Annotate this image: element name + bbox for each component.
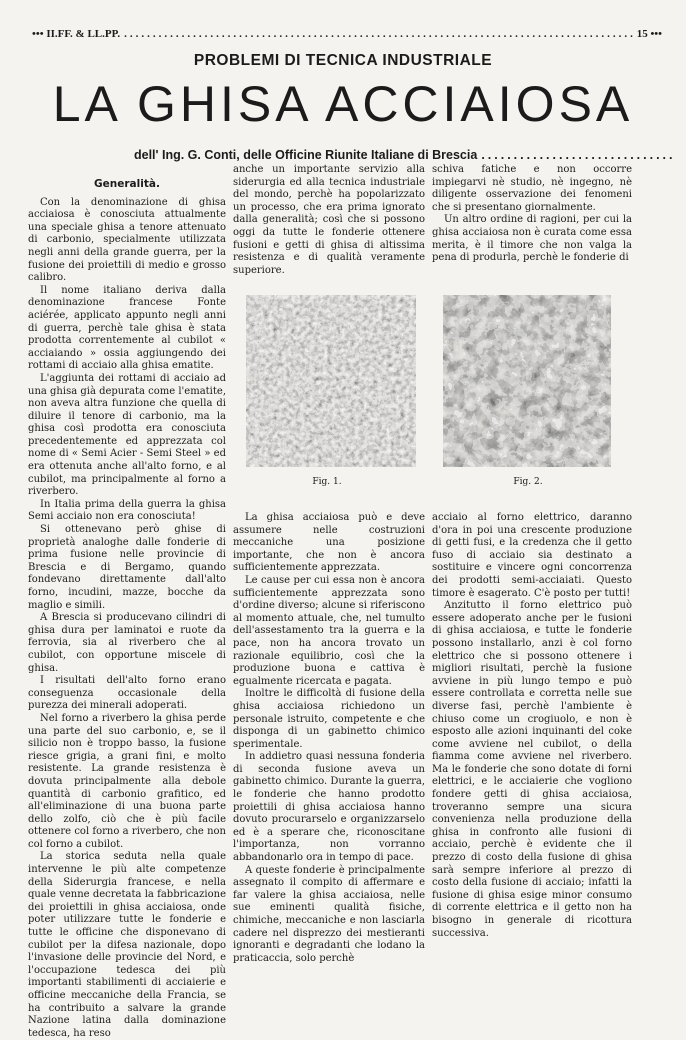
column-1 xyxy=(28,172,226,1040)
kicker: PROBLEMI DI TECNICA INDUSTRIALE xyxy=(193,52,493,69)
header-trailing-dots: ••• xyxy=(647,28,662,40)
figure-2 xyxy=(443,295,611,467)
running-header xyxy=(32,28,662,40)
paragraph: L'aggiunta dei rottami di acciaio ad una ghisa già depurata come l'ematite, non aveva altra funzione che quella di diluire il tenore di carbonio, ma la ghisa così prodotta era conosciuta precedentemente ed apprezzata col nome di « Semi Acier - Semi Steel » ed era ottenuta anche all'alto forno, e al cubilot, ma principalmente al forno a riverbero. xyxy=(28,372,226,498)
paragraph: anche un importante servizio alla siderurgia ed alla tecnica industriale del mondo, perchè ha popolarizzato un processo, che era prima ignorato dalla generalità; così che si possono oggi da tutte le fonderie ottenere fusioni e getti di ghisa di altissima resistenza e di qualità veramente superiore. xyxy=(233,164,425,276)
byline xyxy=(134,148,674,162)
paragraph: Nel forno a riverbero la ghisa perde una parte del suo carbonio, e, se il silicio non è troppo basso, la fusione riesce grigia, a grani fini, e molto resistente. La grande resistenza è dovuta principalmente alla debole quantità di carbonio grafitico, ed all'eliminazione di una buona parte dello zolfo, ciò che è più facile ottenere col forno a riverbero, che non col forno a cubilot. xyxy=(28,712,226,850)
paragraph: schiva fatiche e non occorre impiegarvi nè studio, nè ingegno, nè diligente osservazione dei fenomeni che si presentano giornalmente. xyxy=(432,164,632,213)
paragraph: La ghisa acciaiosa può e deve assumere nelle costruzioni meccaniche una posizione importante, che non è ancora sufficientemente apprezzata. xyxy=(233,512,425,574)
paragraph: Anzitutto il forno elettrico può essere adoperato anche per le fusioni di ghisa acciaiosa, e tutte le fonderie possono installarlo, anzi è col forno elettrico che si possono ottenere i migliori risultati, perchè la fusione avviene in più lungo tempo e può essere controllata e corretta nelle sue diverse fasi, perchè l'ambiente è chiuso come un crogiuolo, e non è esposto alle azioni inquinanti del coke come avviene nel cubilot, o della fiamma come avviene nel riverbero. Ma le fonderie che sono dotate di forni elettrici, e le acciaierie che vogliono fondere getti di ghisa acciaiosa, troveranno sempre una sicura convenienza nella produzione della ghisa in confronto alle fusioni di acciaio, perchè è evidente che il prezzo di costo della fusione di ghisa sarà sempre inferiore al prezzo di costo della fusione di acciaio; infatti la fusione di ghisa esige minor consumo di corrente elettrica e il getto non ha bisogno in generale di ricottura successiva. xyxy=(432,600,632,939)
figure-1-caption: Fig. 1. xyxy=(312,477,342,487)
journal-abbrev: II.FF. & LL.PP. xyxy=(46,28,121,40)
paragraph: Si ottenevano però ghise di proprietà analoghe dalle fonderie di prima fusione nelle provincie di Brescia e di Bergamo, quando fondevano direttamente dall'alto forno, incudini, mazze, bocche da maglio e simili. xyxy=(28,524,226,611)
column-2-bottom xyxy=(233,512,425,965)
header-leader-dots xyxy=(124,28,633,40)
column-3-top xyxy=(432,164,632,265)
column-2-top xyxy=(233,164,425,277)
paragraph: Un altro ordine di ragioni, per cui la ghisa acciaiosa non è curata come essa merita, è il timore che non valga la pena di produrla, perchè le fonderie di xyxy=(432,214,632,264)
paragraph: In addietro quasi nessuna fonderia di seconda fusione aveva un gabinetto chimico. Durante la guerra, le fonderie che hanno prodotto proiettili di ghisa acciaiosa hanno dovuto procurarselo e organizzarselo ed è a sperare che, riconoscitane l'importanza, non vorranno abbandonarlo ora in tempo di pace. xyxy=(233,751,425,864)
figure-2-micrograph xyxy=(443,295,611,467)
section-heading: Generalità. xyxy=(94,178,160,190)
figure-1 xyxy=(246,295,416,467)
page-number: 15 xyxy=(636,28,648,40)
paragraph: I risultati dell'alto forno erano conseguenza occasionale della purezza dei minerali adoperati. xyxy=(28,675,226,712)
figure-1-micrograph xyxy=(246,295,416,467)
article-title: LA GHISA ACCIAIOSA xyxy=(52,76,634,132)
paragraph: A Brescia si producevano cilindri di ghisa dura per laminatoi e ruote da ferrovia, sia al riverbero che al cubilot, con opportune miscele di ghisa. xyxy=(28,612,226,674)
paragraph: Con la denominazione di ghisa acciaiosa è conosciuta attualmente una speciale ghisa a tenore attenuato di carbonio, specialmente utilizzata negli anni della grande guerra, per la fusione dei proiettili di medio e grosso calibro. xyxy=(28,196,226,284)
paragraph: La storica seduta nella quale intervenne le più alte competenze della Siderurgia francese, e nella quale venne decretata la fabbricazione dei proiettili in ghisa acciaiosa, onde poter utilizzare tutte le fonderie e tutte le officine che disponevano di cubilot per la difesa nazionale, dopo l'invasione delle provincie del Nord, e l'occupazione tedesca dei più importanti stabilimenti di acciaierie e officine meccaniche della Francia, se ha contribuito a salvare la grande Nazione latina dalla dominazione tedesca, ha reso xyxy=(28,851,226,1039)
paragraph: A queste fonderie è principalmente assegnato il compito di affermare e far valere la ghisa acciaiosa, nelle sue eminenti qualità fisiche, chimiche, meccaniche e non lasciarla cadere nel disprezzo dei mestieranti ignoranti e degradanti che lodano la praticaccia, solo perchè xyxy=(233,864,425,964)
paragraph: Le cause per cui essa non è ancora sufficientemente apprezzata sono d'ordine diverso; alcune si riferiscono al momento attuale, che, nel tumulto dell'assestamento tra la guerra e la pace, non ha ancora trovato un razionale equilibrio, così che la produzione buona e cattiva è egualmente ricercata e pagata. xyxy=(233,574,425,687)
figure-2-caption: Fig. 2. xyxy=(513,477,543,487)
byline-text: dell' Ing. G. Conti, delle Officine Riunite Italiane di Brescia xyxy=(134,148,478,162)
byline-leader-dots xyxy=(481,148,674,162)
paragraph: Il nome italiano deriva dalla denominazione francese Fonte aciérée, applicato appunto negli anni di guerra, perchè tale ghisa è stata prodotta correntemente al cubilot « acciaiando » ossia aggiungendo dei rottami di acciaio alla ghisa ematite. xyxy=(28,284,226,372)
paragraph: Inoltre le difficoltà di fusione della ghisa acciaiosa richiedono un personale istruito, competente e che disponga di un gabinetto chimico sperimentale. xyxy=(233,688,425,750)
paragraph: acciaio al forno elettrico, daranno d'ora in poi una crescente produzione di getti fusi, e la credenza che il getto fuso di acciaio sia destinato a sostituire e vincere ogni concorrenza dei prodotti semi-acciaiati. Questo timore è esagerato. C'è posto per tutti! xyxy=(432,512,632,599)
column-3-bottom xyxy=(432,512,632,940)
paragraph: In Italia prima della guerra la ghisa Semi acciaio non era conosciuta! xyxy=(28,498,226,523)
header-leading-dots: ••• xyxy=(32,28,47,40)
